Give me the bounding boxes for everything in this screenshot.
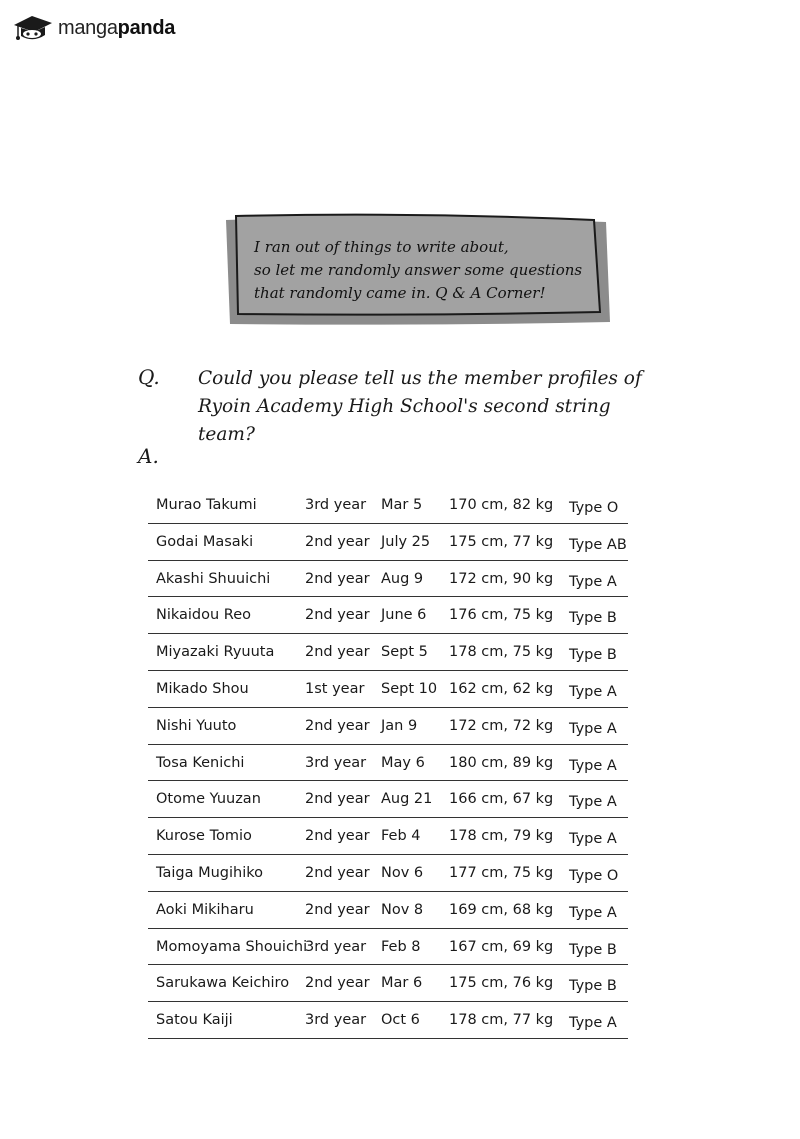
player-birthday: Sept 10 <box>381 680 438 697</box>
player-year: 2nd year <box>305 644 370 661</box>
player-size: 166 cm, 67 kg <box>449 791 554 808</box>
answer-marker: A. <box>138 444 159 468</box>
player-size: 180 cm, 89 kg <box>449 754 554 771</box>
player-blood-type: Type A <box>569 720 617 737</box>
player-birthday: Aug 9 <box>381 570 424 587</box>
player-year: 2nd year <box>305 791 370 808</box>
player-size: 176 cm, 75 kg <box>449 607 554 624</box>
player-birthday: May 6 <box>381 754 425 771</box>
player-year: 2nd year <box>305 901 370 918</box>
player-year: 2nd year <box>305 570 370 587</box>
player-blood-type: Type B <box>569 941 617 958</box>
player-blood-type: Type A <box>569 757 617 774</box>
player-birthday: Mar 6 <box>381 975 423 992</box>
player-birthday: Aug 21 <box>381 791 433 808</box>
roster-row <box>148 708 628 745</box>
roster-table <box>148 487 628 1039</box>
player-name: Sarukawa Keichiro <box>156 975 290 992</box>
player-name: Taiga Mugihiko <box>156 864 263 881</box>
player-name: Nishi Yuuto <box>156 717 237 734</box>
question-line: Could you please tell us the member profiles of <box>198 368 642 389</box>
player-name: Murao Takumi <box>156 497 257 513</box>
player-name: Satou Kaiji <box>156 1012 233 1029</box>
player-size: 172 cm, 90 kg <box>449 570 554 587</box>
player-name: Nikaidou Reo <box>156 607 252 624</box>
player-birthday: Feb 4 <box>381 828 421 845</box>
roster-row <box>148 597 628 634</box>
roster-row <box>148 818 628 855</box>
player-name: Mikado Shou <box>156 680 249 697</box>
roster-row <box>148 855 628 892</box>
player-size: 170 cm, 82 kg <box>449 497 554 513</box>
player-blood-type: Type A <box>569 573 617 590</box>
question-line: Ryoin Academy High School's second string team? <box>198 396 611 445</box>
player-name: Miyazaki Ryuuta <box>156 644 275 661</box>
player-year: 3rd year <box>305 1012 367 1029</box>
question-text <box>198 365 668 449</box>
player-year: 2nd year <box>305 828 370 845</box>
logo-text-panda: panda <box>117 16 176 39</box>
player-blood-type: Type A <box>569 794 617 811</box>
roster-row <box>148 524 628 561</box>
player-year: 2nd year <box>305 607 370 624</box>
player-birthday: Feb 8 <box>381 938 421 955</box>
player-blood-type: Type B <box>569 610 617 627</box>
player-birthday: Oct 6 <box>381 1012 420 1029</box>
player-blood-type: Type A <box>569 831 617 848</box>
player-name: Tosa Kenichi <box>156 754 245 771</box>
player-birthday: June 6 <box>381 607 427 624</box>
note-text <box>254 236 594 305</box>
player-blood-type: Type AB <box>569 536 627 553</box>
roster-row <box>148 1002 628 1039</box>
note-line: so let me randomly answer some questions <box>254 261 583 279</box>
player-size: 167 cm, 69 kg <box>449 938 554 955</box>
logo-wordmark <box>58 17 175 40</box>
roster-row <box>148 965 628 1002</box>
player-size: 169 cm, 68 kg <box>449 901 554 918</box>
player-blood-type: Type B <box>569 647 617 664</box>
player-year: 2nd year <box>305 975 370 992</box>
player-year: 3rd year <box>305 938 367 955</box>
player-name: Otome Yuuzan <box>156 791 261 808</box>
player-year: 2nd year <box>305 533 370 550</box>
player-blood-type: Type A <box>569 904 617 921</box>
site-logo[interactable] <box>12 8 175 48</box>
player-birthday: Jan 9 <box>381 717 418 734</box>
player-size: 178 cm, 77 kg <box>449 1012 554 1029</box>
player-name: Godai Masaki <box>156 533 254 550</box>
player-size: 162 cm, 62 kg <box>449 680 554 697</box>
player-size: 178 cm, 79 kg <box>449 828 554 845</box>
roster-row <box>148 745 628 782</box>
player-year: 3rd year <box>305 497 367 513</box>
author-note-box <box>222 212 612 326</box>
roster-row <box>148 487 628 524</box>
roster-row <box>148 892 628 929</box>
player-birthday: Nov 8 <box>381 901 424 918</box>
roster-row <box>148 634 628 671</box>
roster-row <box>148 929 628 966</box>
question-marker: Q. <box>138 365 160 389</box>
player-size: 175 cm, 76 kg <box>449 975 554 992</box>
player-size: 172 cm, 72 kg <box>449 717 554 734</box>
player-blood-type: Type A <box>569 1015 617 1032</box>
player-blood-type: Type A <box>569 683 617 700</box>
note-line: that randomly came in. Q & A Corner! <box>254 284 546 302</box>
note-line: I ran out of things to write about, <box>254 238 509 256</box>
player-size: 177 cm, 75 kg <box>449 864 554 881</box>
player-name: Kurose Tomio <box>156 828 252 845</box>
player-year: 1st year <box>305 680 365 697</box>
player-name: Akashi Shuuichi <box>156 570 271 587</box>
player-birthday: Sept 5 <box>381 644 428 661</box>
roster-row <box>148 671 628 708</box>
player-size: 175 cm, 77 kg <box>449 533 554 550</box>
player-blood-type: Type B <box>569 978 617 995</box>
player-birthday: Nov 6 <box>381 864 424 881</box>
graduation-cap-icon <box>12 11 56 45</box>
player-year: 2nd year <box>305 864 370 881</box>
player-birthday: July 25 <box>381 533 431 550</box>
player-blood-type: Type O <box>569 867 619 884</box>
player-blood-type: Type O <box>569 500 619 516</box>
logo-text-manga: manga <box>58 16 118 39</box>
player-name: Aoki Mikiharu <box>156 901 254 918</box>
player-year: 2nd year <box>305 717 370 734</box>
player-name: Momoyama Shouichi <box>156 938 308 955</box>
player-size: 178 cm, 75 kg <box>449 644 554 661</box>
roster-row <box>148 561 628 598</box>
roster-row <box>148 781 628 818</box>
player-birthday: Mar 5 <box>381 497 423 513</box>
player-year: 3rd year <box>305 754 367 771</box>
